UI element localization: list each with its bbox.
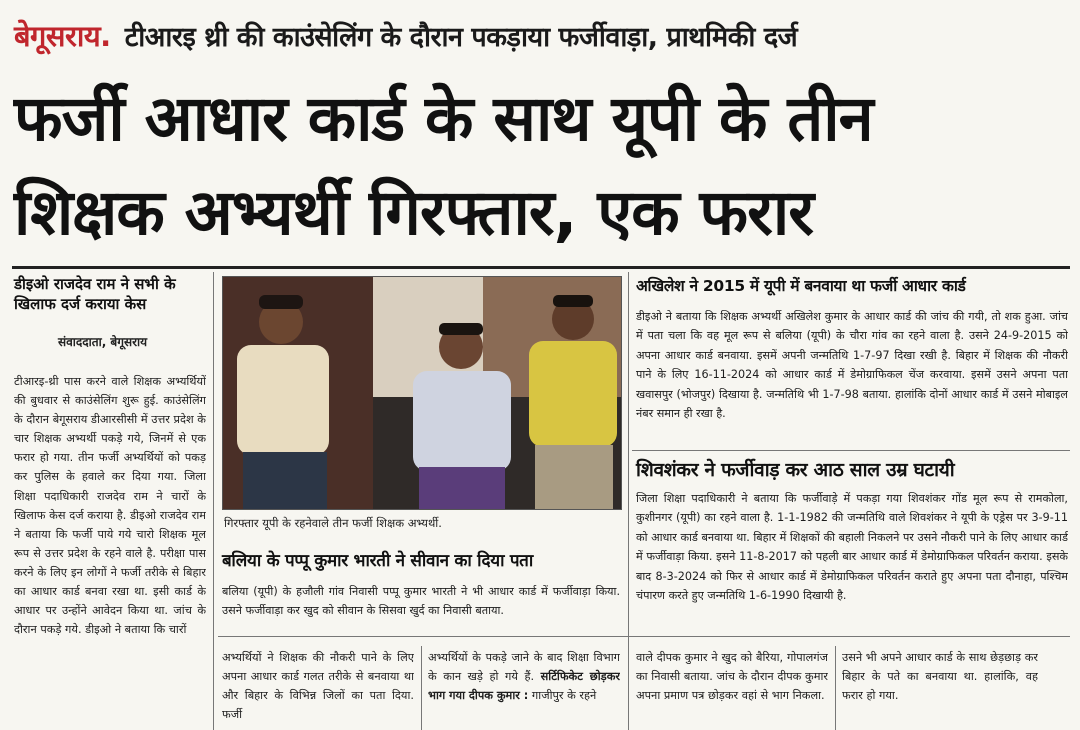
left-column-body: टीआरइ-थ्री पास करने वाले शिक्षक अभ्यर्थियों की बुधवार से काउंसेलिंग शुरू हुई. काउंसेलिंग के दौरान बेगूसराय डीआरसीसी में उत्तर प्रदेश के चार शिक्षक अभ्यर्थी पकड़े गये, जिनमें से एक फरार हो गया. तीन फर्जी अभ्यर्थियों को पकड़ कर पुलिस के हवाले कर दिया गया. जिला शिक्षा पदाधिकारी राजदेव राम ने चारों के खिलाफ केस दर्ज कराया है. डीइओ राजदेव राम ने बताया कि फर्जी पाये गये चारो शिक्षक मूल रूप से उत्तर प्रदेश के रहने वाले है. परीक्षा पास करने के लिए इन लोगों ने फर्जी तरीके से बिहार का आधार कार्ड बनवा रखा था. इसी कार्ड के आधार पर उन्होंने आवेदन किया था. जांच के दौरान पकड़े गये. डीइओ ने बताया कि चारों	[14, 375, 206, 637]
left-subhead: डीइओ राजदेव राम ने सभी के खिलाफ दर्ज कराया केस	[14, 275, 176, 313]
bottom-column-4: उसने भी अपने आधार कार्ड के साथ छेड़छाड़ कर बिहार के पते का बनवाया था. हालांकि, वह फरार हो गया.	[842, 651, 1038, 703]
bottom-column-2	[428, 648, 620, 730]
column-divider	[835, 646, 836, 730]
column-divider	[213, 272, 214, 730]
ballia-subhead: बलिया के पप्पू कुमार भारती ने सीवान का दिया पता	[222, 551, 533, 571]
bottom-column-2-intro: अभ्यर्थियों के पकड़े जाने के बाद शिक्षा विभाग के कान खड़े हो गये हैं.	[428, 651, 620, 684]
photo-caption: गिरफ्तार यूपी के रहनेवाले तीन फर्जी शिक्षक अभ्यर्थी.	[224, 516, 442, 530]
kicker-text: टीआरइ थ्री की काउंसेलिंग के दौरान पकड़ाया फर्जीवाड़ा, प्राथमिकी दर्ज	[124, 22, 798, 53]
headline-rule	[12, 266, 1070, 269]
byline: संवाददाता, बेगूसराय	[58, 335, 148, 349]
news-photo	[222, 276, 622, 510]
ballia-body: बलिया (यूपी) के हजौली गांव निवासी पप्पू कुमार भारती ने भी आधार कार्ड में फर्जीवाड़ा किया. उसने फर्जीवाड़ा कर खुद को सीवान के सिसवा खुर्द का निवासी बताया.	[222, 585, 620, 618]
kicker-place: बेगूसराय.	[14, 19, 111, 53]
akhilesh-body: डीइओ ने बताया कि शिक्षक अभ्यर्थी अखिलेश कुमार के आधार कार्ड की जांच की गयी, तो शक हुआ. जांच में पता चला कि वह मूल रूप से बलिया (यूपी) के चौरा गांव का रहने वाला है. उसने 24-9-2015 को अपना आधार कार्ड बनवाया. इसमें अपनी जन्मतिथि 1-7-97 दिखा रखी है. बिहार में शिक्षक की नौकरी पाने के लिए 16-11-2024 को आधार कार्ड में डेमोग्राफिकल चेंज करवाया. इसमें उसने अपना पता खवासपुर (भोजपुर) दिखाया है. जन्मतिथि भी 1-7-98 बताया. हालांकि दोनों आधार कार्ड में उसने मोबाइल नंबर समान ही रखा है.	[636, 310, 1068, 421]
headline-line-1: फर्जी आधार कार्ड के साथ यूपी के तीन	[14, 82, 873, 155]
shivshankar-body: जिला शिक्षा पदाधिकारी ने बताया कि फर्जीवाड़े में पकड़ा गया शिवशंकर गोंड मूल रूप से रामकोला, कुशीनगर (यूपी) का रहने वाला है. 1-1-1982 की जन्मतिथि वाले शिवशंकर ने यूपी के एड्रेस पर 3-9-11 को आधार कार्ड बनवाया था. बिहार में शिक्षकों की बहाली निकलने पर उसने नौकरी पाने के लिए आधार कार्ड में फर्जीवाड़ा किया. इसने 11-8-2017 को पहली बार आधार कार्ड में डेमोग्राफिकल परिवर्तन कराया. इसके बाद 8-3-2024 को फिर से आधार कार्ड में डेमोग्राफिकल परिवर्तन कराते हुए अपना पता दौनाहा, पश्चिम चंपारण करते हुए जन्मतिथि 1-6-1990 दिखायी है.	[636, 492, 1068, 603]
deepak-subhead: सर्टिफिकेट छोड़कर भाग गया दीपक कुमार :	[428, 670, 620, 703]
akhilesh-subhead: अखिलेश ने 2015 में यूपी में बनवाया था फर्जी आधार कार्ड	[636, 277, 966, 295]
section-rule	[218, 636, 1070, 637]
column-divider	[628, 272, 629, 730]
bottom-column-3: वाले दीपक कुमार ने खुद को बैरिया, गोपालगंज का निवासी बताया. जांच के दौरान दीपक कुमार अपना प्रमाण पत्र छोड़कर वहां से भाग निकला.	[636, 651, 828, 703]
shivshankar-subhead: शिवशंकर ने फर्जीवाड़ कर आठ साल उम्र घटायी	[636, 459, 955, 481]
section-rule	[632, 450, 1070, 451]
bottom-column-2-rest: गाजीपुर के रहने	[531, 689, 597, 703]
column-divider	[421, 646, 422, 730]
arrested-candidates-photo	[223, 277, 621, 509]
bottom-column-1: अभ्यर्थियों ने शिक्षक की नौकरी पाने के लिए अपना आधार कार्ड गलत तरीके से बनवाया था और बिहार के विभिन्न जिलों का पता दिया. फर्जी	[222, 651, 414, 722]
kicker-line	[14, 16, 1070, 62]
headline-line-2: शिक्षक अभ्यर्थी गिरफ्तार, एक फरार	[14, 176, 813, 249]
